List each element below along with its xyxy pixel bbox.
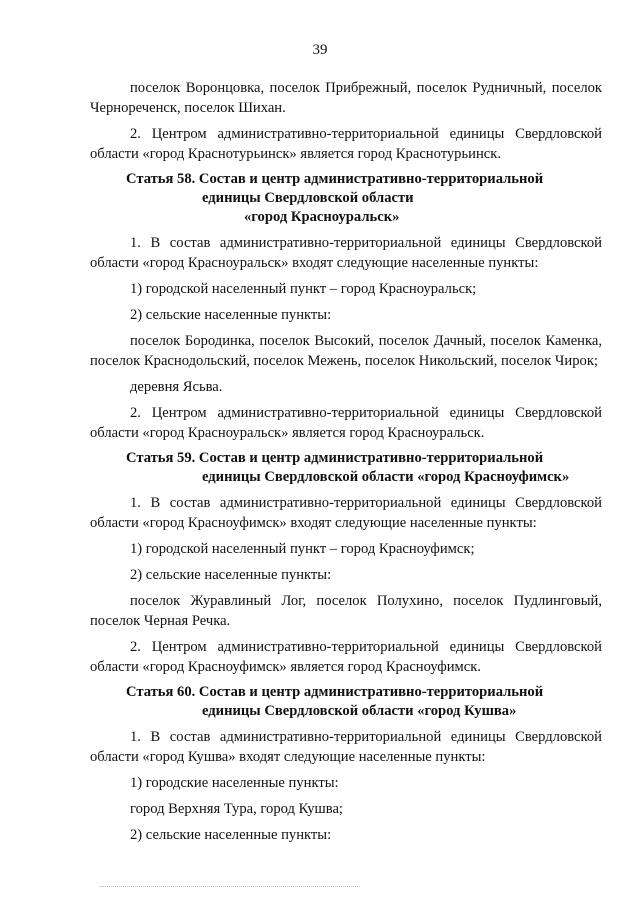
- article-60-paragraph: 1. В состав административно-территориальной единицы Свердловской области «город Кушва» входят следующие населенные пункты:: [90, 729, 602, 765]
- article-58-heading-line2: единицы Свердловской области: [202, 190, 414, 206]
- article-58-paragraph: 2. Центром административно-территориальной единицы Свердловской области «город Красноуральск» является город Красноуральск.: [90, 405, 602, 441]
- document-body: [90, 78, 602, 851]
- article-59-heading: [90, 449, 602, 487]
- article-58-paragraph: поселок Бородинка, поселок Высокий, поселок Дачный, поселок Каменка, поселок Краснодольский, поселок Межень, поселок Никольский, поселок Чирок;: [90, 333, 602, 369]
- article-58-paragraph: 1) городской населенный пункт – город Красноуральск;: [130, 281, 477, 297]
- scan-artifact-rule: [100, 886, 360, 887]
- article-59-heading-line2: единицы Свердловской области «город Красноуфимск»: [202, 469, 570, 485]
- article-59-heading-line1: Статья 59. Состав и центр административно-территориальной: [126, 450, 544, 466]
- article-58-paragraph: деревня Ясьва.: [130, 379, 223, 395]
- article-58-paragraph: 1. В состав административно-территориальной единицы Свердловской области «город Красноуральск» входят следующие населенные пункты:: [90, 235, 602, 271]
- paragraph-center-krasnoturinsk: 2. Центром административно-территориальной единицы Свердловской области «город Краснотурьинск» является город Краснотурьинск.: [90, 126, 602, 162]
- article-59-paragraph: поселок Журавлиный Лог, поселок Полухино, поселок Пудлинговый, поселок Черная Речка.: [90, 593, 602, 629]
- article-58-heading-line3: «город Красноуральск»: [244, 209, 400, 225]
- article-59-paragraph: 2) сельские населенные пункты:: [130, 567, 332, 583]
- paragraph-continuation: поселок Воронцовка, поселок Прибрежный, поселок Рудничный, поселок Черноречeнск, поселок Шихан.: [90, 80, 602, 116]
- article-58-heading-line1: Статья 58. Состав и центр административно-территориальной: [126, 171, 544, 187]
- article-60-paragraph: 2) сельские населенные пункты:: [130, 827, 332, 843]
- article-60-paragraph: город Верхняя Тура, город Кушва;: [130, 801, 343, 817]
- article-60-heading-line2: единицы Свердловской области «город Кушва»: [202, 703, 517, 719]
- article-60-heading: [90, 683, 602, 721]
- article-59-paragraph: 2. Центром административно-территориальной единицы Свердловской области «город Красноуфимск» является город Красноуфимск.: [90, 639, 602, 675]
- article-60-heading-line1: Статья 60. Состав и центр административно-территориальной: [126, 684, 544, 700]
- article-59-paragraph: 1. В состав административно-территориальной единицы Свердловской области «город Красноуфимск» входят следующие населенные пункты:: [90, 495, 602, 531]
- article-58-heading: [90, 170, 602, 227]
- article-58-paragraph: 2) сельские населенные пункты:: [130, 307, 332, 323]
- article-59-paragraph: 1) городской населенный пункт – город Красноуфимск;: [130, 541, 475, 557]
- page-number: 39: [312, 42, 328, 58]
- article-60-paragraph: 1) городские населенные пункты:: [130, 775, 339, 791]
